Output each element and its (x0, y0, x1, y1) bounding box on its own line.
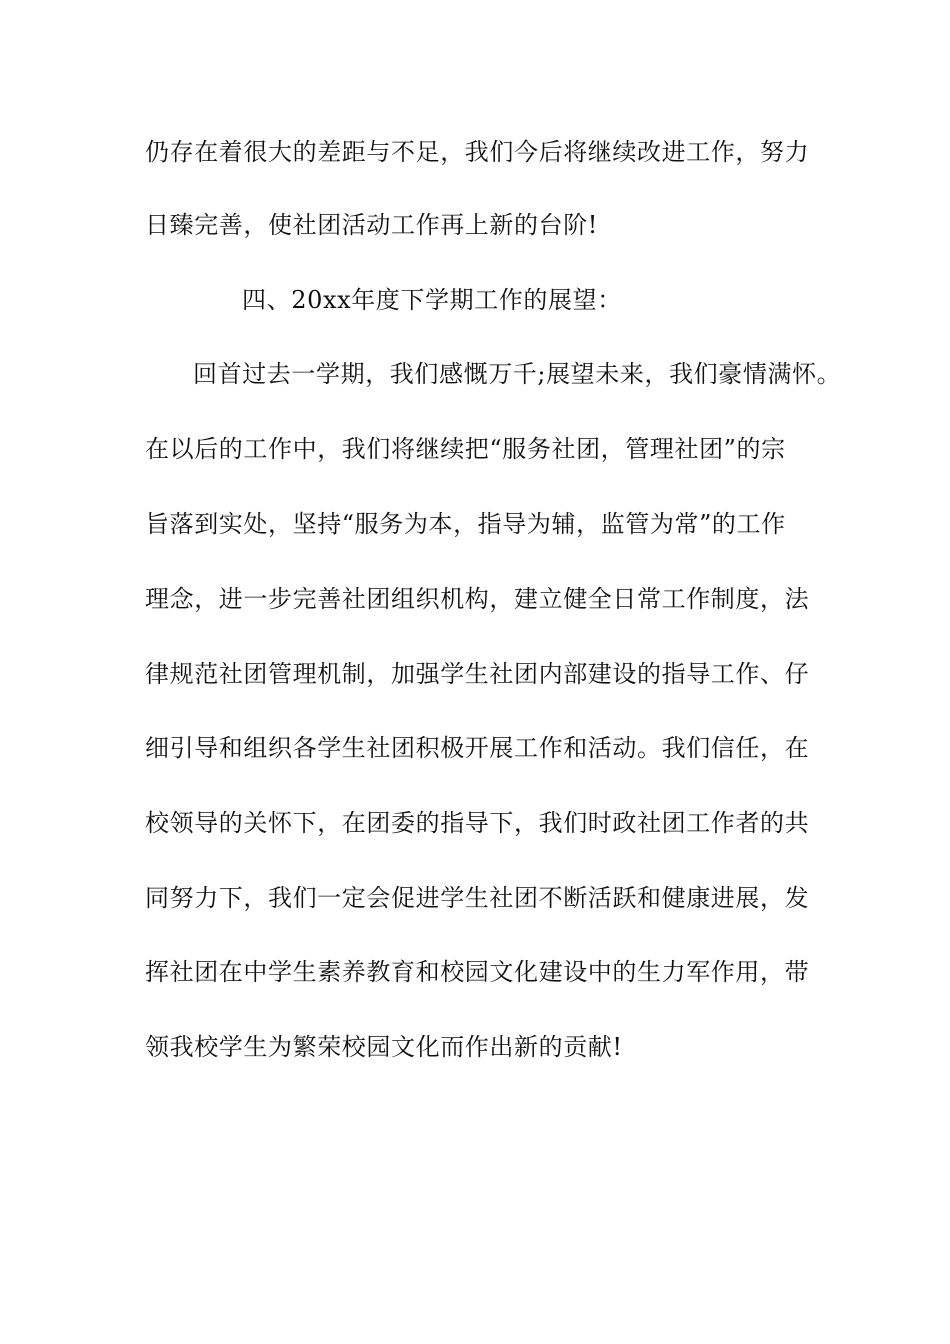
text-line-6: 旨落到实处，坚持“服务为本，指导为辅，监管为常”的工作 (145, 510, 786, 538)
text-line-10: 校领导的关怀下，在团委的指导下，我们时政社团工作者的共 (145, 809, 810, 837)
section-heading: 四、20xx年度下学期工作的展望： (242, 286, 622, 314)
text-line-1: 仍存在着很大的差距与不足，我们今后将继续改进工作，努力 (145, 138, 810, 166)
text-line-11: 同努力下，我们一定会促进学生社团不断活跃和健康进展，发 (145, 884, 810, 912)
text-line-12: 挥社团在中学生素养教育和校园文化建设中的生力军作用，带 (145, 958, 810, 986)
text-line-4: 回首过去一学期，我们感慨万千;展望未来，我们豪情满怀。 (193, 360, 842, 388)
text-line-5: 在以后的工作中，我们将继续把“服务社团，管理社团”的宗 (145, 435, 786, 463)
text-line-7: 理念，进一步完善社团组织机构，建立健全日常工作制度，法 (145, 585, 810, 613)
text-line-9: 细引导和组织各学生社团积极开展工作和活动。我们信任，在 (145, 734, 810, 762)
text-line-2: 日臻完善，使社团活动工作再上新的台阶! (145, 211, 599, 239)
text-line-13: 领我校学生为繁荣校园文化而作出新的贡献! (145, 1033, 623, 1061)
text-line-8: 律规范社团管理机制，加强学生社团内部建设的指导工作、仔 (145, 660, 810, 688)
